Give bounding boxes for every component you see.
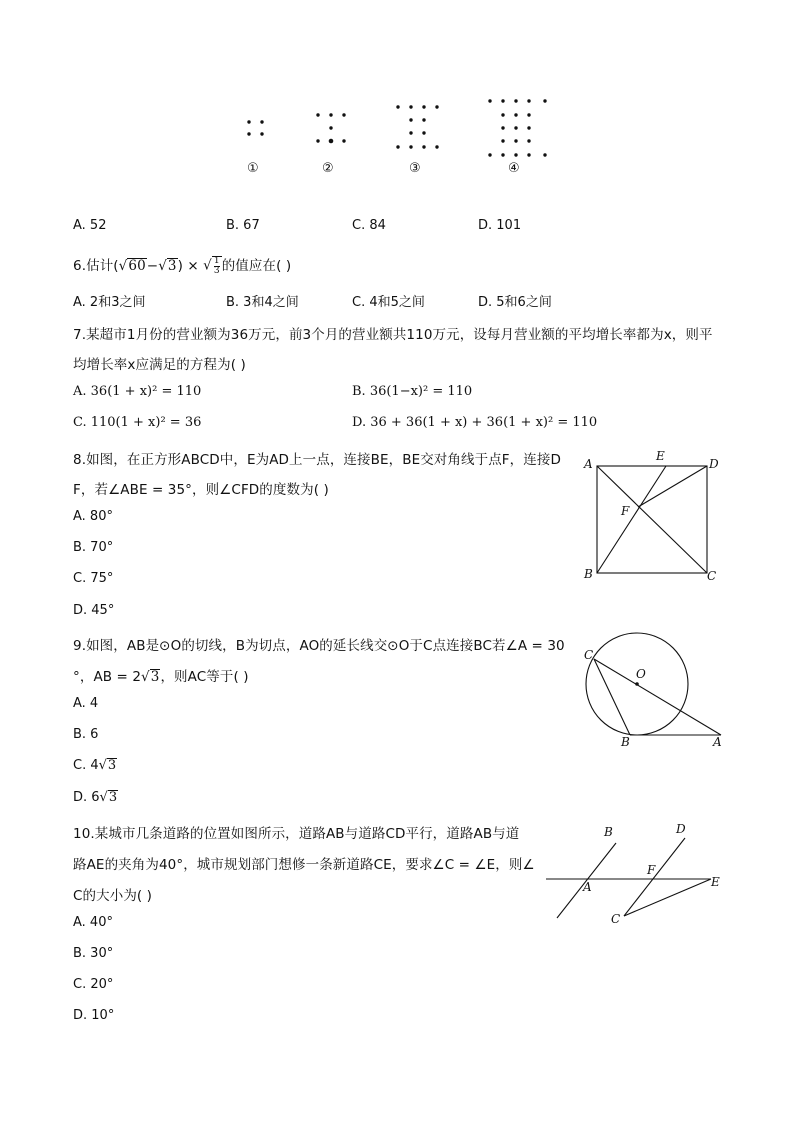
q6-stem-suffix: 的值应在( )	[221, 258, 292, 274]
q10-label-e: E	[711, 875, 720, 889]
q7-option-c: C. 110(1 + x)² = 36	[73, 415, 202, 430]
q10-option-d: D. 10°	[73, 1008, 115, 1023]
q8-label-d: D	[709, 457, 719, 471]
q9-line2-a: °，AB = 2	[73, 669, 142, 685]
q6-option-a: A. 2和3之间	[73, 295, 146, 310]
q10-label-d: D	[676, 822, 686, 836]
q9-stem-line-1: 9.如图，AB是⊙O的切线，B为切点，AO的延长线交⊙O于C点连接BC若∠A = 30	[73, 638, 565, 654]
dot-label-1: ①	[247, 161, 259, 176]
q8-label-a: A	[584, 457, 593, 471]
q9-option-d-prefix: D. 6	[73, 790, 100, 805]
q9-stem-line-2: °，AB = 2√3，则AC等于( )	[73, 669, 249, 685]
q8-label-b: B	[584, 567, 593, 581]
q8-stem-line-2: F，若∠ABE = 35°，则∠CFD的度数为( )	[73, 482, 329, 498]
dot-label-3: ③	[409, 161, 421, 176]
dot-label-2: ②	[322, 161, 334, 176]
q8-stem-line-1: 8.如图，在正方形ABCD中，E为AD上一点，连接BE，BE交对角线于点F，连接D	[73, 452, 561, 468]
q10-stem-line-2: 路AE的夹角为40°，城市规划部门想修一条新道路CE，要求∠C = ∠E，则∠	[73, 857, 535, 873]
q6-sqrt3: 3	[167, 258, 177, 274]
q8-option-d: D. 45°	[73, 603, 115, 618]
q10-label-a: A	[583, 880, 592, 894]
q6-stem: 6.估计(√60−√3) × √ $\frac{1}{3}$ 的值应在( )	[73, 256, 292, 276]
q9-option-c-prefix: C. 4	[73, 758, 99, 773]
q8-option-b: B. 70°	[73, 540, 114, 555]
q9-option-c: C. 4√3	[73, 758, 117, 773]
q10-option-b: B. 30°	[73, 946, 114, 961]
dot-pattern-2	[316, 113, 345, 143]
q6-number: 6.	[73, 258, 87, 274]
dot-pattern-1	[247, 120, 263, 135]
q8-option-a: A. 80°	[73, 509, 113, 524]
q9-label-a: A	[713, 735, 722, 749]
q6-option-b: B. 3和4之间	[226, 295, 299, 310]
q9-option-d-sqrt: 3	[108, 790, 118, 805]
dot-label-4: ④	[508, 161, 520, 176]
q8-label-e: E	[656, 449, 665, 463]
q10-option-a: A. 40°	[73, 915, 113, 930]
q6-option-d: D. 5和6之间	[478, 295, 552, 310]
q9-option-b: B. 6	[73, 727, 99, 742]
q9-option-d: D. 6√3	[73, 790, 118, 805]
q7-stem-line-2: 均增长率x应满足的方程为( )	[73, 357, 246, 373]
q6-option-c: C. 4和5之间	[352, 295, 425, 310]
dot-pattern-4	[488, 99, 546, 156]
q9-line2-b: ，则AC等于( )	[160, 669, 249, 685]
q5-option-b: B. 67	[226, 218, 260, 233]
q9-label-c: C	[584, 648, 594, 662]
q10-label-f: F	[647, 863, 656, 877]
q6-sqrt60: 60	[128, 258, 146, 274]
q5-option-c: C. 84	[352, 218, 386, 233]
q6-frac-den: 3	[213, 266, 220, 276]
q7-option-d: D. 36 + 36(1 + x) + 36(1 + x)² = 110	[352, 415, 598, 430]
q7-stem-line-1: 7.某超市1月份的营业额为36万元，前3个月的营业额共110万元，设每月营业额的平均增长率都为x，则平	[73, 327, 713, 343]
q7-option-a: A. 36(1 + x)² = 110	[73, 384, 202, 399]
q8-option-c: C. 75°	[73, 571, 114, 586]
q6-stem-prefix: 估计(	[86, 258, 119, 274]
q10-option-c: C. 20°	[73, 977, 114, 992]
q9-label-o: O	[636, 667, 646, 681]
q6-frac-num: 1	[213, 256, 220, 266]
q10-stem-line-3: C的大小为( )	[73, 888, 153, 904]
q5-option-d: D. 101	[478, 218, 522, 233]
q8-label-f: F	[621, 504, 630, 518]
q10-stem-line-1: 10.某城市几条道路的位置如图所示，道路AB与道路CD平行，道路AB与道	[73, 826, 520, 842]
q9-option-a: A. 4	[73, 696, 99, 711]
q5-option-a: A. 52	[73, 218, 107, 233]
q9-line2-sqrt: 3	[150, 669, 160, 685]
q10-label-b: B	[604, 825, 613, 839]
dot-pattern-figure	[0, 0, 794, 190]
q8-label-c: C	[707, 569, 717, 583]
q9-option-c-sqrt: 3	[107, 758, 117, 773]
dot-pattern-3	[396, 105, 438, 148]
q10-label-c: C	[611, 912, 621, 926]
q6-minus: −	[146, 258, 159, 274]
q6-close-times: ) ×	[177, 258, 199, 274]
q7-option-b: B. 36(1−x)² = 110	[352, 384, 473, 399]
q9-label-b: B	[621, 735, 630, 749]
